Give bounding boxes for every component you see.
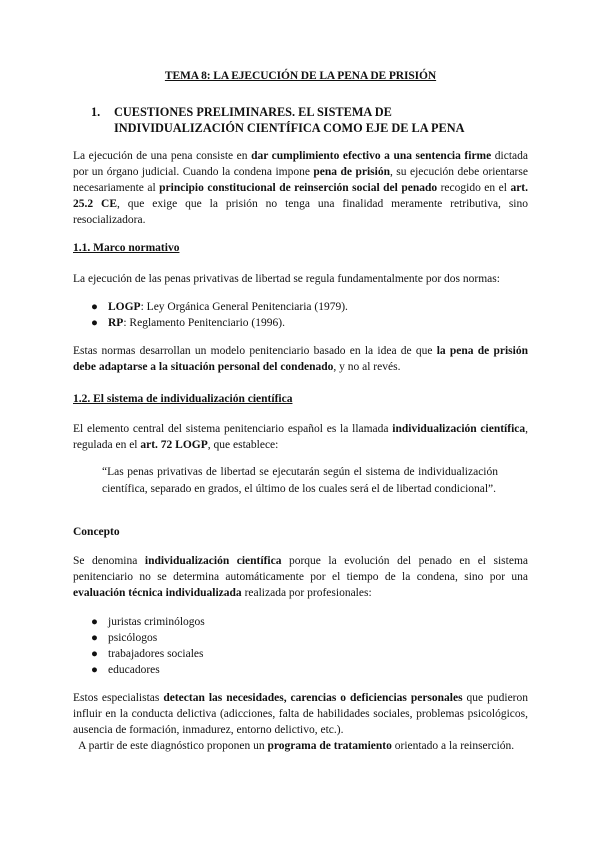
concepto-paragraph bbox=[73, 553, 528, 601]
sistema-paragraph bbox=[73, 421, 528, 453]
text-run: La ejecución de una pena consiste en bbox=[73, 150, 252, 162]
text-run: Se denomina bbox=[73, 555, 145, 567]
list-item bbox=[91, 662, 205, 678]
bold-run: LOGP bbox=[108, 301, 141, 313]
text-run: Estas normas desarrollan un modelo penitenciario basado en la idea de que bbox=[73, 345, 437, 357]
text-run: A partir de este diagnóstico proponen un bbox=[73, 740, 268, 752]
marco-lead: La ejecución de las penas privativas de libertad se regula fundamentalmente por dos normas: bbox=[73, 273, 500, 285]
text-run: Estos especialistas bbox=[73, 692, 164, 704]
text-run: , regulada en el bbox=[73, 423, 528, 451]
bold-run: detectan las necesidades, carencias o deficiencias personales bbox=[163, 692, 463, 704]
document-title: TEMA 8: LA EJECUCIÓN DE LA PENA DE PRISIÓN bbox=[164, 70, 437, 82]
text-run: : Ley Orgánica General Penitenciaria (1979). bbox=[140, 301, 348, 313]
text-run: orientado a la reinserción. bbox=[391, 740, 515, 752]
bold-run: principio constitucional de reinserción social del penado bbox=[159, 182, 438, 194]
bullet-icon: ● bbox=[91, 664, 98, 676]
section-heading-1 bbox=[91, 104, 511, 136]
text-run: realizada por profesionales: bbox=[241, 587, 372, 599]
bold-run: pena de prisión bbox=[313, 166, 390, 178]
norms-list bbox=[91, 299, 348, 331]
bold-run: individualización científica bbox=[392, 423, 526, 435]
bullet-icon: ● bbox=[91, 632, 98, 644]
list-item bbox=[91, 315, 348, 331]
bold-run: la pena de prisión debe adaptarse a la situación personal del condenado bbox=[73, 345, 528, 373]
text-run: , que establece: bbox=[207, 439, 279, 451]
bold-run: art. 25.2 CE bbox=[73, 182, 528, 210]
bold-run: RP bbox=[108, 317, 124, 329]
text-run: recogido en el bbox=[437, 182, 511, 194]
concepto-heading: Concepto bbox=[73, 526, 120, 538]
subsection-heading-marco: 1.1. Marco normativo bbox=[73, 242, 180, 254]
subsection-heading-sistema: 1.2. El sistema de individualización científica bbox=[73, 393, 293, 405]
bold-run: dar cumplimiento efectivo a una sentencia firme bbox=[251, 150, 492, 162]
text-run: que pudieron influir en la conducta delictiva (adicciones, falta de habilidades sociales, problemas psicológicos, ausencia de formación, inmadurez, entorno delictivo, etc.). bbox=[73, 692, 529, 736]
bold-run: programa de tratamiento bbox=[267, 740, 392, 752]
bullet-icon: ● bbox=[91, 616, 98, 628]
text-run: , y no al revés. bbox=[333, 361, 401, 373]
list-item bbox=[91, 646, 205, 662]
section-heading-text: CUESTIONES PRELIMINARES. EL SISTEMA DE INDIVIDUALIZACIÓN CIENTÍFICA COMO EJE DE LA PENA bbox=[114, 105, 465, 135]
bold-run: evaluación técnica individualizada bbox=[73, 587, 242, 599]
text-run: dictada por un órgano judicial. Cuando la condena impone bbox=[73, 150, 528, 178]
text-run: trabajadores sociales bbox=[108, 648, 204, 660]
bullet-icon: ● bbox=[91, 317, 98, 329]
section-number: 1. bbox=[91, 105, 101, 119]
text-run: psicólogos bbox=[108, 632, 158, 644]
specialists-paragraph bbox=[73, 690, 528, 754]
intro-paragraph bbox=[73, 148, 528, 228]
list-item bbox=[91, 299, 348, 315]
text-run: educadores bbox=[108, 664, 160, 676]
text-run: juristas criminólogos bbox=[108, 616, 205, 628]
professionals-list bbox=[91, 614, 205, 678]
text-run: El elemento central del sistema penitenciario español es la llamada bbox=[73, 423, 393, 435]
legal-quote: “Las penas privativas de libertad se ejecutarán según el sistema de individualización científica, separado en grados, el último de los cuales será el de libertad condicional”. bbox=[102, 466, 498, 495]
text-run: porque la evolución del penado en el sistema penitenciario no se determina automáticamente por el tiempo de la condena, sino por una bbox=[73, 555, 528, 583]
marco-paragraph bbox=[73, 343, 528, 375]
list-item bbox=[91, 614, 205, 630]
bullet-icon: ● bbox=[91, 648, 98, 660]
text-run: , su ejecución debe orientarse necesariamente al bbox=[73, 166, 528, 194]
text-run: : Reglamento Penitenciario (1996). bbox=[123, 317, 285, 329]
list-item bbox=[91, 630, 205, 646]
bold-run: individualización científica bbox=[144, 555, 282, 567]
bullet-icon: ● bbox=[91, 301, 98, 313]
bold-run: art. 72 LOGP bbox=[140, 439, 208, 451]
text-run: , que exige que la prisión no tenga una finalidad meramente retributiva, sino resocializadora. bbox=[73, 198, 528, 226]
